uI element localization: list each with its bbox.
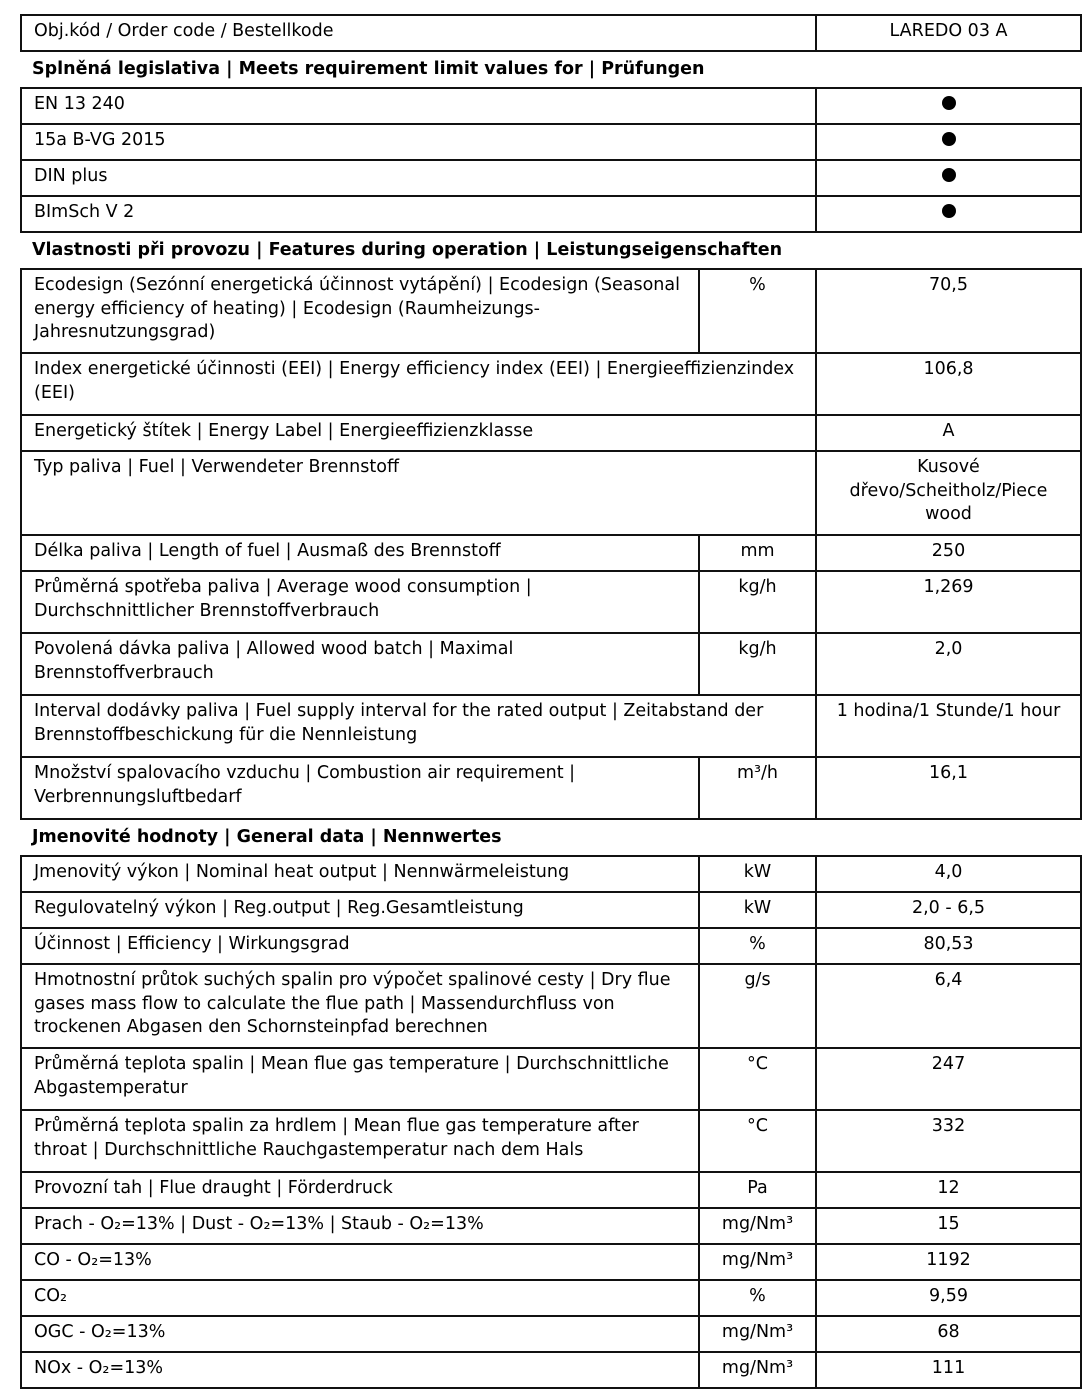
general-unit: mg/Nm³ xyxy=(699,1244,816,1280)
table-row xyxy=(21,1352,1081,1388)
general-label: Průměrná teplota spalin | Mean flue gas temperature | Durchschnittliche Abgastemperatur xyxy=(21,1048,699,1110)
legislation-label: DIN plus xyxy=(21,160,816,196)
feature-unit: m³/h xyxy=(699,757,816,819)
general-label: Jmenovitý výkon | Nominal heat output | Nennwärmeleistung xyxy=(21,856,699,892)
filled-dot-icon xyxy=(942,96,956,110)
table-row xyxy=(21,196,1081,232)
features-section-title: Vlastnosti při provozu | Features during operation | Leistungseigenschaften xyxy=(32,240,783,260)
general-unit: °C xyxy=(699,1110,816,1172)
general-unit: % xyxy=(699,1280,816,1316)
table-row xyxy=(21,1244,1081,1280)
feature-unit: kg/h xyxy=(699,571,816,633)
legislation-check xyxy=(816,124,1081,160)
legislation-check xyxy=(816,196,1081,232)
general-value: 15 xyxy=(816,1208,1081,1244)
table-row xyxy=(21,88,1081,124)
order-code-value: LAREDO 03 A xyxy=(816,15,1081,51)
table-row xyxy=(21,415,1081,451)
general-unit: kW xyxy=(699,892,816,928)
general-label: Hmotnostní průtok suchých spalin pro výpočet spalinové cesty | Dry flue gases mass flow to calculate the flue path | Massendurchfluss von trockenen Abgasen den Schornsteinpfad berechnen xyxy=(21,964,699,1048)
general-label: CO - O₂=13% xyxy=(21,1244,699,1280)
general-table xyxy=(20,855,1082,1389)
general-value: 4,0 xyxy=(816,856,1081,892)
general-label: Regulovatelný výkon | Reg.output | Reg.Gesamtleistung xyxy=(21,892,699,928)
table-row xyxy=(21,269,1081,353)
table-row xyxy=(21,353,1081,415)
table-row xyxy=(21,695,1081,757)
feature-value: 1 hodina/1 Stunde/1 hour xyxy=(816,695,1081,757)
order-code-table xyxy=(20,14,1082,52)
table-row xyxy=(21,856,1081,892)
table-row xyxy=(21,1172,1081,1208)
general-value: 12 xyxy=(816,1172,1081,1208)
table-row xyxy=(21,892,1081,928)
general-value: 68 xyxy=(816,1316,1081,1352)
feature-label: Ecodesign (Sezónní energetická účinnost vytápění) | Ecodesign (Seasonal energy efficiency of heating) | Ecodesign (Raumheizungs-Jahresnutzungsgrad) xyxy=(21,269,699,353)
feature-value: A xyxy=(816,415,1081,451)
feature-value: 70,5 xyxy=(816,269,1081,353)
legislation-check xyxy=(816,160,1081,196)
legislation-check xyxy=(816,88,1081,124)
spec-sheet xyxy=(20,14,1080,1389)
feature-unit: % xyxy=(699,269,816,353)
table-row xyxy=(21,124,1081,160)
legislation-table xyxy=(20,87,1082,233)
order-code-row xyxy=(21,15,1081,51)
general-label: Průměrná teplota spalin za hrdlem | Mean flue gas temperature after throat | Durchschnittliche Rauchgastemperatur nach dem Hals xyxy=(21,1110,699,1172)
general-value: 80,53 xyxy=(816,928,1081,964)
order-code-label: Obj.kód / Order code / Bestellkode xyxy=(21,15,816,51)
general-unit: Pa xyxy=(699,1172,816,1208)
table-row xyxy=(21,964,1081,1048)
general-value: 1192 xyxy=(816,1244,1081,1280)
feature-value: 1,269 xyxy=(816,571,1081,633)
general-unit: % xyxy=(699,928,816,964)
general-unit: °C xyxy=(699,1048,816,1110)
table-row xyxy=(21,160,1081,196)
general-unit: mg/Nm³ xyxy=(699,1352,816,1388)
feature-label: Povolená dávka paliva | Allowed wood batch | Maximal Brennstoffverbrauch xyxy=(21,633,699,695)
feature-value: Kusové dřevo/Scheitholz/Piece wood xyxy=(816,451,1081,535)
feature-label: Množství spalovacího vzduchu | Combustion air requirement | Verbrennungsluftbedarf xyxy=(21,757,699,819)
general-unit: g/s xyxy=(699,964,816,1048)
general-unit: kW xyxy=(699,856,816,892)
feature-unit: mm xyxy=(699,535,816,571)
general-section-title: Jmenovité hodnoty | General data | Nennwertes xyxy=(32,827,502,847)
table-row xyxy=(21,757,1081,819)
filled-dot-icon xyxy=(942,132,956,146)
table-row xyxy=(21,633,1081,695)
general-unit: mg/Nm³ xyxy=(699,1316,816,1352)
table-row xyxy=(21,1280,1081,1316)
legislation-label: EN 13 240 xyxy=(21,88,816,124)
feature-label: Průměrná spotřeba paliva | Average wood consumption | Durchschnittlicher Brennstoffverbrauch xyxy=(21,571,699,633)
general-label: NOx - O₂=13% xyxy=(21,1352,699,1388)
table-row xyxy=(21,451,1081,535)
general-value: 247 xyxy=(816,1048,1081,1110)
general-value: 9,59 xyxy=(816,1280,1081,1316)
feature-value: 16,1 xyxy=(816,757,1081,819)
table-row xyxy=(21,535,1081,571)
general-label: CO₂ xyxy=(21,1280,699,1316)
general-value: 111 xyxy=(816,1352,1081,1388)
general-value: 2,0 - 6,5 xyxy=(816,892,1081,928)
filled-dot-icon xyxy=(942,204,956,218)
table-row xyxy=(21,571,1081,633)
feature-value: 250 xyxy=(816,535,1081,571)
feature-value: 106,8 xyxy=(816,353,1081,415)
table-row xyxy=(21,1208,1081,1244)
general-label: Účinnost | Efficiency | Wirkungsgrad xyxy=(21,928,699,964)
feature-label: Energetický štítek | Energy Label | Energieeffizienzklasse xyxy=(21,415,816,451)
general-label: OGC - O₂=13% xyxy=(21,1316,699,1352)
table-row xyxy=(21,1048,1081,1110)
table-row xyxy=(21,928,1081,964)
legislation-label: 15a B-VG 2015 xyxy=(21,124,816,160)
feature-label: Interval dodávky paliva | Fuel supply interval for the rated output | Zeitabstand der Brennstoffbeschickung für die Nennleistung xyxy=(21,695,816,757)
feature-label: Index energetické účinnosti (EEI) | Energy efficiency index (EEI) | Energieeffizienzindex (EEI) xyxy=(21,353,816,415)
general-unit: mg/Nm³ xyxy=(699,1208,816,1244)
feature-label: Délka paliva | Length of fuel | Ausmaß des Brennstoff xyxy=(21,535,699,571)
general-value: 6,4 xyxy=(816,964,1081,1048)
filled-dot-icon xyxy=(942,168,956,182)
legislation-section-title: Splněná legislativa | Meets requirement limit values for | Prüfungen xyxy=(32,59,705,79)
feature-unit: kg/h xyxy=(699,633,816,695)
general-value: 332 xyxy=(816,1110,1081,1172)
table-row xyxy=(21,1110,1081,1172)
features-table xyxy=(20,268,1082,820)
general-label: Prach - O₂=13% | Dust - O₂=13% | Staub - O₂=13% xyxy=(21,1208,699,1244)
feature-label: Typ paliva | Fuel | Verwendeter Brennstoff xyxy=(21,451,816,535)
table-row xyxy=(21,1316,1081,1352)
feature-value: 2,0 xyxy=(816,633,1081,695)
legislation-label: BImSch V 2 xyxy=(21,196,816,232)
general-label: Provozní tah | Flue draught | Förderdruck xyxy=(21,1172,699,1208)
